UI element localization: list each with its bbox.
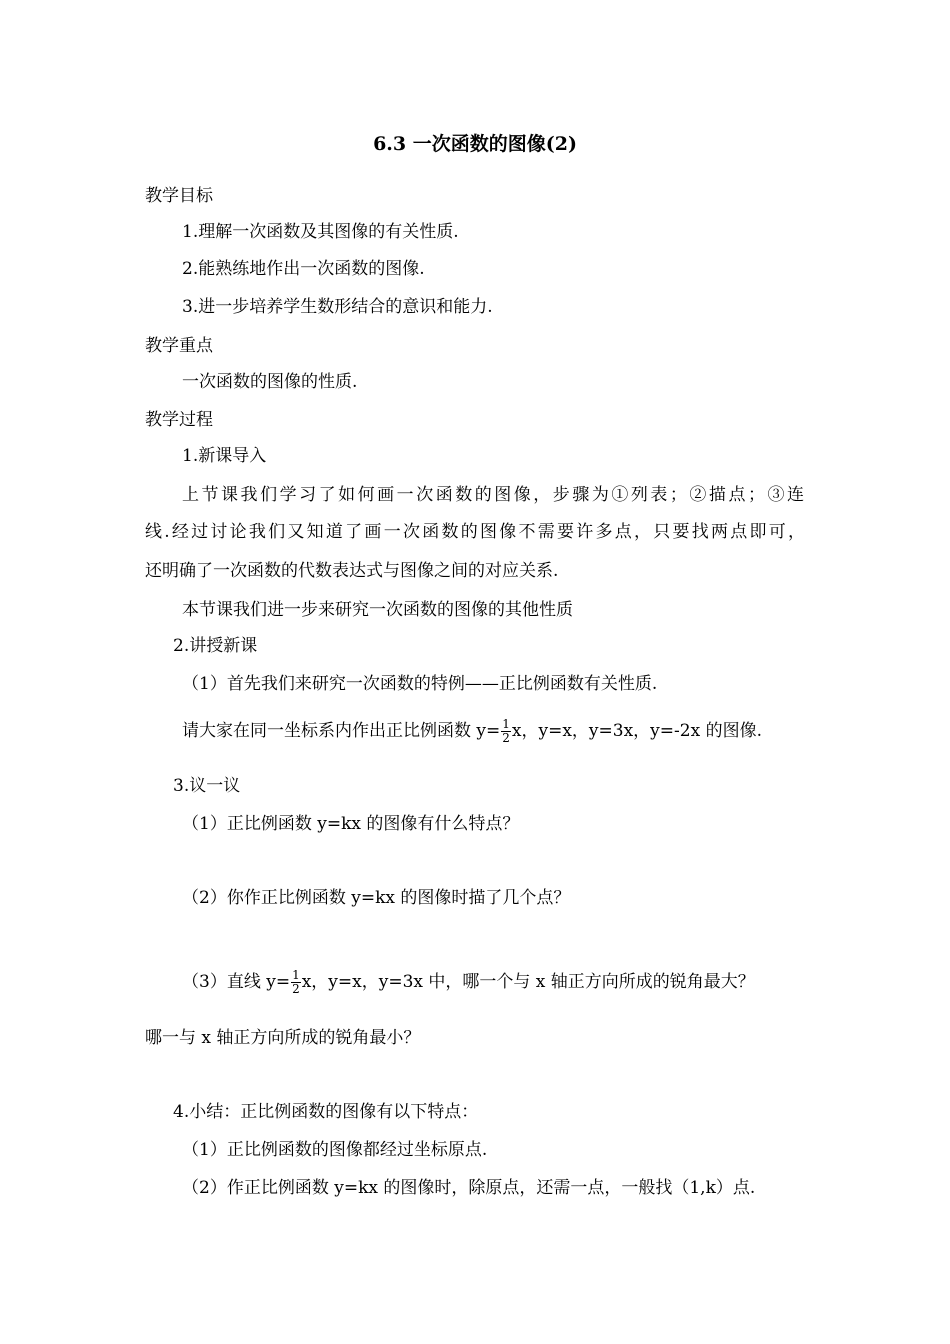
focus-heading: 教学重点 bbox=[145, 336, 213, 356]
intro-paragraph-2: 本节课我们进一步来研究一次函数的图像的其他性质 bbox=[182, 600, 573, 620]
process-heading: 教学过程 bbox=[145, 410, 213, 430]
summary-heading: 4.小结：正比例函数的图像有以下特点： bbox=[173, 1102, 479, 1122]
focus-text: 一次函数的图像的性质. bbox=[182, 372, 358, 392]
summary-item-1: （1）正比例函数的图像都经过坐标原点. bbox=[182, 1140, 488, 1160]
goal-item-1: 1.理解一次函数及其图像的有关性质. bbox=[182, 222, 459, 242]
fraction-numerator: 1 bbox=[292, 968, 300, 982]
lecture-task bbox=[182, 718, 762, 745]
fraction-numerator: 1 bbox=[502, 717, 510, 731]
discuss-question-1: （1）正比例函数 y=kx 的图像有什么特点？ bbox=[182, 814, 520, 834]
discuss-question-3-line-2: 哪一与 x 轴正方向所成的锐角最小？ bbox=[145, 1028, 421, 1048]
discuss-heading: 3.议一议 bbox=[173, 776, 241, 796]
summary-item-2: （2）作正比例函数 y=kx 的图像时，除原点，还需一点，一般找（1,k）点. bbox=[182, 1178, 756, 1198]
lecture-heading: 2.讲授新课 bbox=[173, 636, 258, 656]
intro-heading: 1.新课导入 bbox=[182, 446, 267, 466]
page-title: 6.3 一次函数的图像(2) bbox=[373, 133, 577, 155]
lecture-task-end: x，y=x，y=3x，y=-2x 的图像. bbox=[511, 721, 762, 741]
goals-heading: 教学目标 bbox=[145, 186, 213, 206]
discuss-question-3-end: x，y=x，y=3x 中，哪一个与 x 轴正方向所成的锐角最大？ bbox=[301, 972, 755, 992]
discuss-question-3 bbox=[182, 969, 755, 996]
goal-item-3: 3.进一步培养学生数形结合的意识和能力. bbox=[182, 297, 493, 317]
lecture-task-start: 请大家在同一坐标系内作出正比例函数 y= bbox=[182, 721, 501, 741]
discuss-question-2: （2）你作正比例函数 y=kx 的图像时描了几个点？ bbox=[182, 888, 571, 908]
intro-paragraph-line-3: 还明确了一次函数的代数表达式与图像之间的对应关系. bbox=[145, 561, 559, 581]
intro-paragraph-line-2: 线.经过讨论我们又知道了画一次函数的图像不需要许多点，只要找两点即可， bbox=[145, 522, 805, 542]
fraction-one-half bbox=[501, 718, 511, 745]
discuss-question-3-start: （3）直线 y= bbox=[182, 972, 291, 992]
fraction-one-half bbox=[291, 969, 301, 996]
lecture-item-1: （1）首先我们来研究一次函数的特例——正比例函数有关性质. bbox=[182, 674, 658, 694]
goal-item-2: 2.能熟练地作出一次函数的图像. bbox=[182, 259, 425, 279]
intro-paragraph-line-1: 上节课我们学习了如何画一次函数的图像，步骤为①列表；②描点；③连 bbox=[182, 485, 804, 505]
fraction-denominator: 2 bbox=[502, 731, 510, 745]
fraction-denominator: 2 bbox=[292, 982, 300, 996]
